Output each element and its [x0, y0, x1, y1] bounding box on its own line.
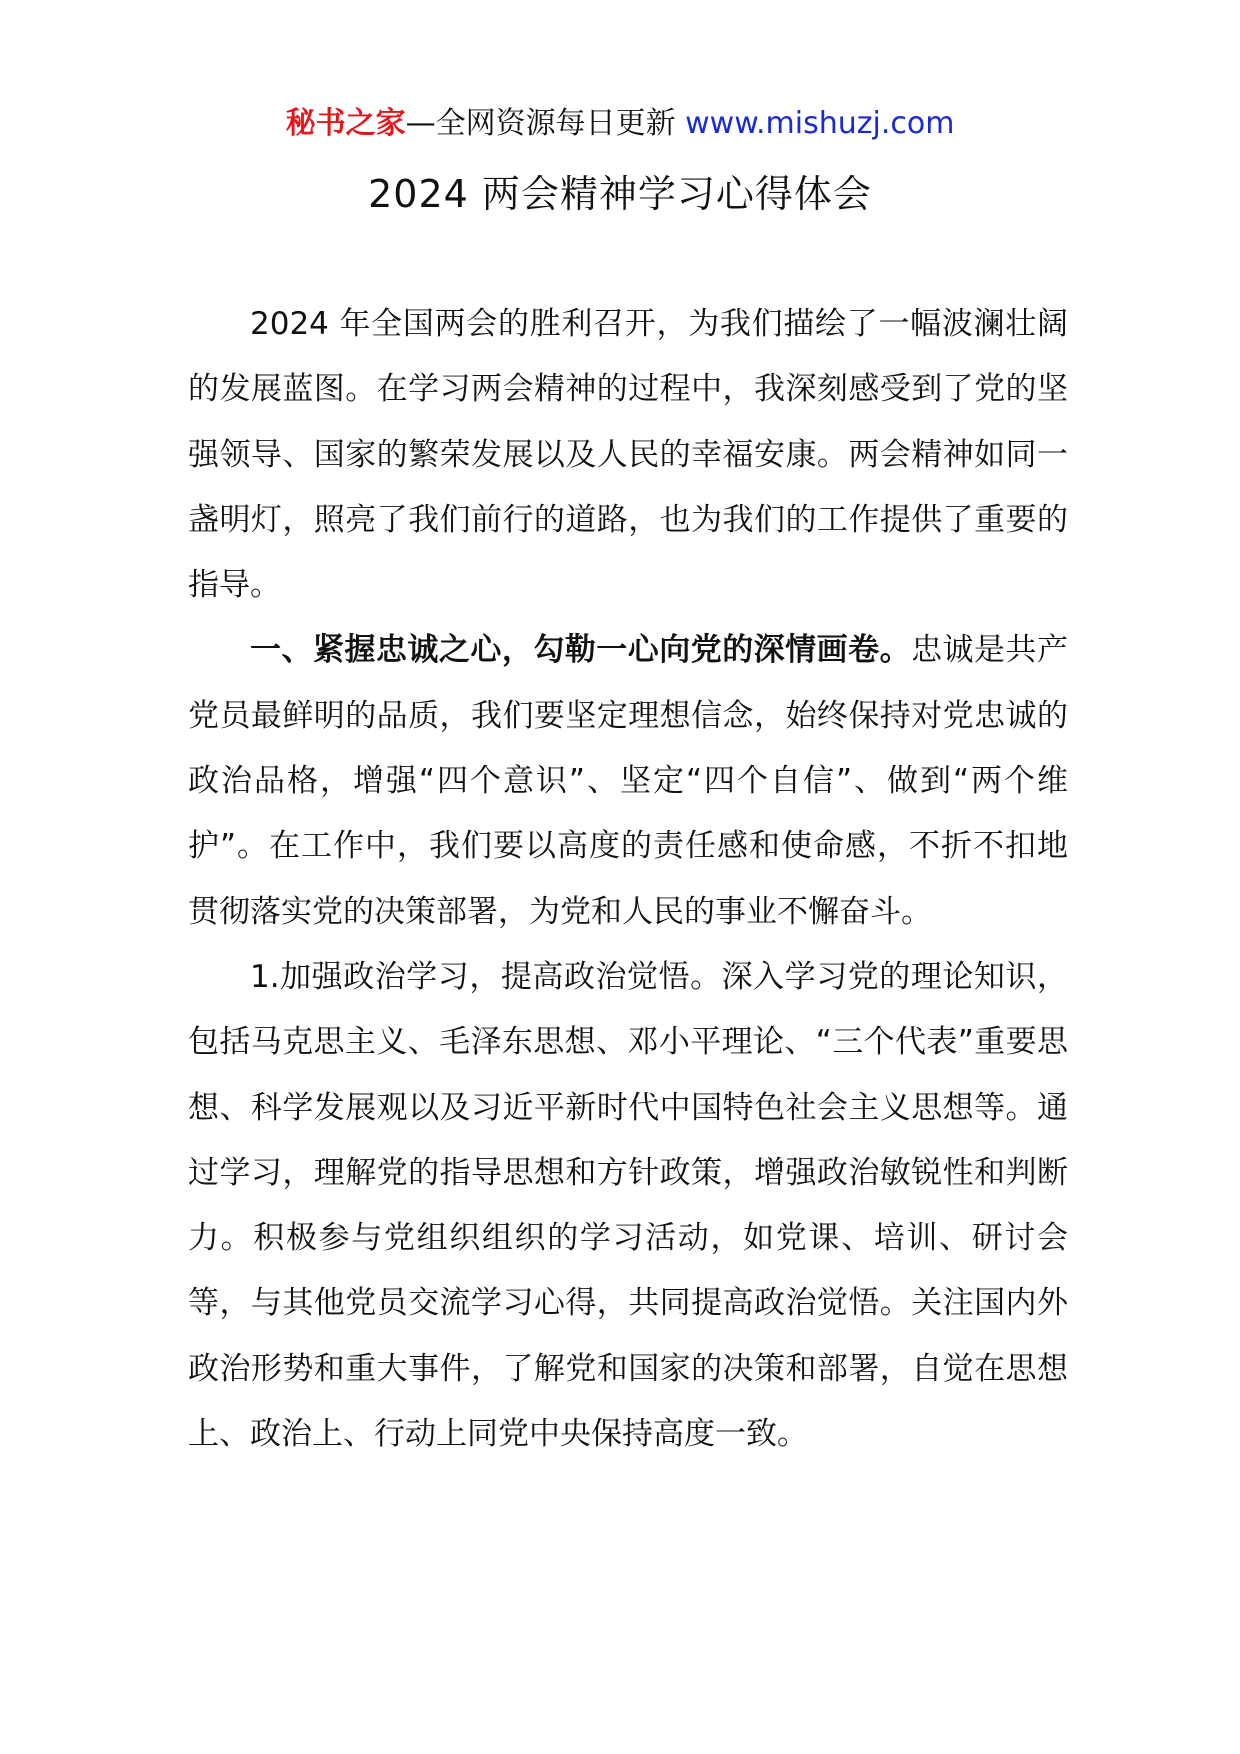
site-url-link[interactable]: www.mishuzj.com [685, 106, 955, 141]
document-title: 2024 两会精神学习心得体会 [368, 172, 872, 216]
site-header [0, 100, 1240, 148]
paragraph-text: 2024 年全国两会的胜利召开，为我们描绘了一幅波澜壮阔的发展蓝图。在学习两会精神的过程中，我深刻感受到了党的坚强领导、国家的繁荣发展以及人民的幸福安康。两会精神如同一盏明灯，照亮了我们前行的道路，也为我们的工作提供了重要的指导。 [188, 306, 1068, 604]
paragraph-text: 1.加强政治学习，提高政治觉悟。深入学习党的理论知识，包括马克思主义、毛泽东思想、邓小平理论、“三个代表”重要思想、科学发展观以及习近平新时代中国特色社会主义思想等。通过学习，理解党的指导思想和方针政策，增强政治敏锐性和判断力。积极参与党组织组织的学习活动，如党课、培训、研讨会等，与其他党员交流学习心得，共同提高政治觉悟。关注国内外政治形势和重大事件，了解党和国家的决策和部署，自觉在思想上、政治上、行动上同党中央保持高度一致。 [188, 958, 1068, 1453]
header-tagline: —全网资源每日更新 [405, 106, 686, 141]
section-heading: 一、紧握忠诚之心，勾勒一心向党的深情画卷。 [250, 632, 912, 669]
brand-name: 秘书之家 [285, 106, 406, 141]
paragraph-item-one [188, 945, 1068, 1467]
paragraph-section-one [188, 618, 1068, 944]
paragraph-text: 忠诚是共产党员最鲜明的品质，我们要坚定理想信念，始终保持对党忠诚的政治品格，增强“四个意识”、坚定“四个自信”、做到“两个维护”。在工作中，我们要以高度的责任感和使命感，不折不扣地贯彻落实党的决策部署，为党和人民的事业不懈奋斗。 [188, 632, 1068, 930]
paragraph-intro [188, 292, 1068, 618]
document-body [188, 292, 1068, 1467]
